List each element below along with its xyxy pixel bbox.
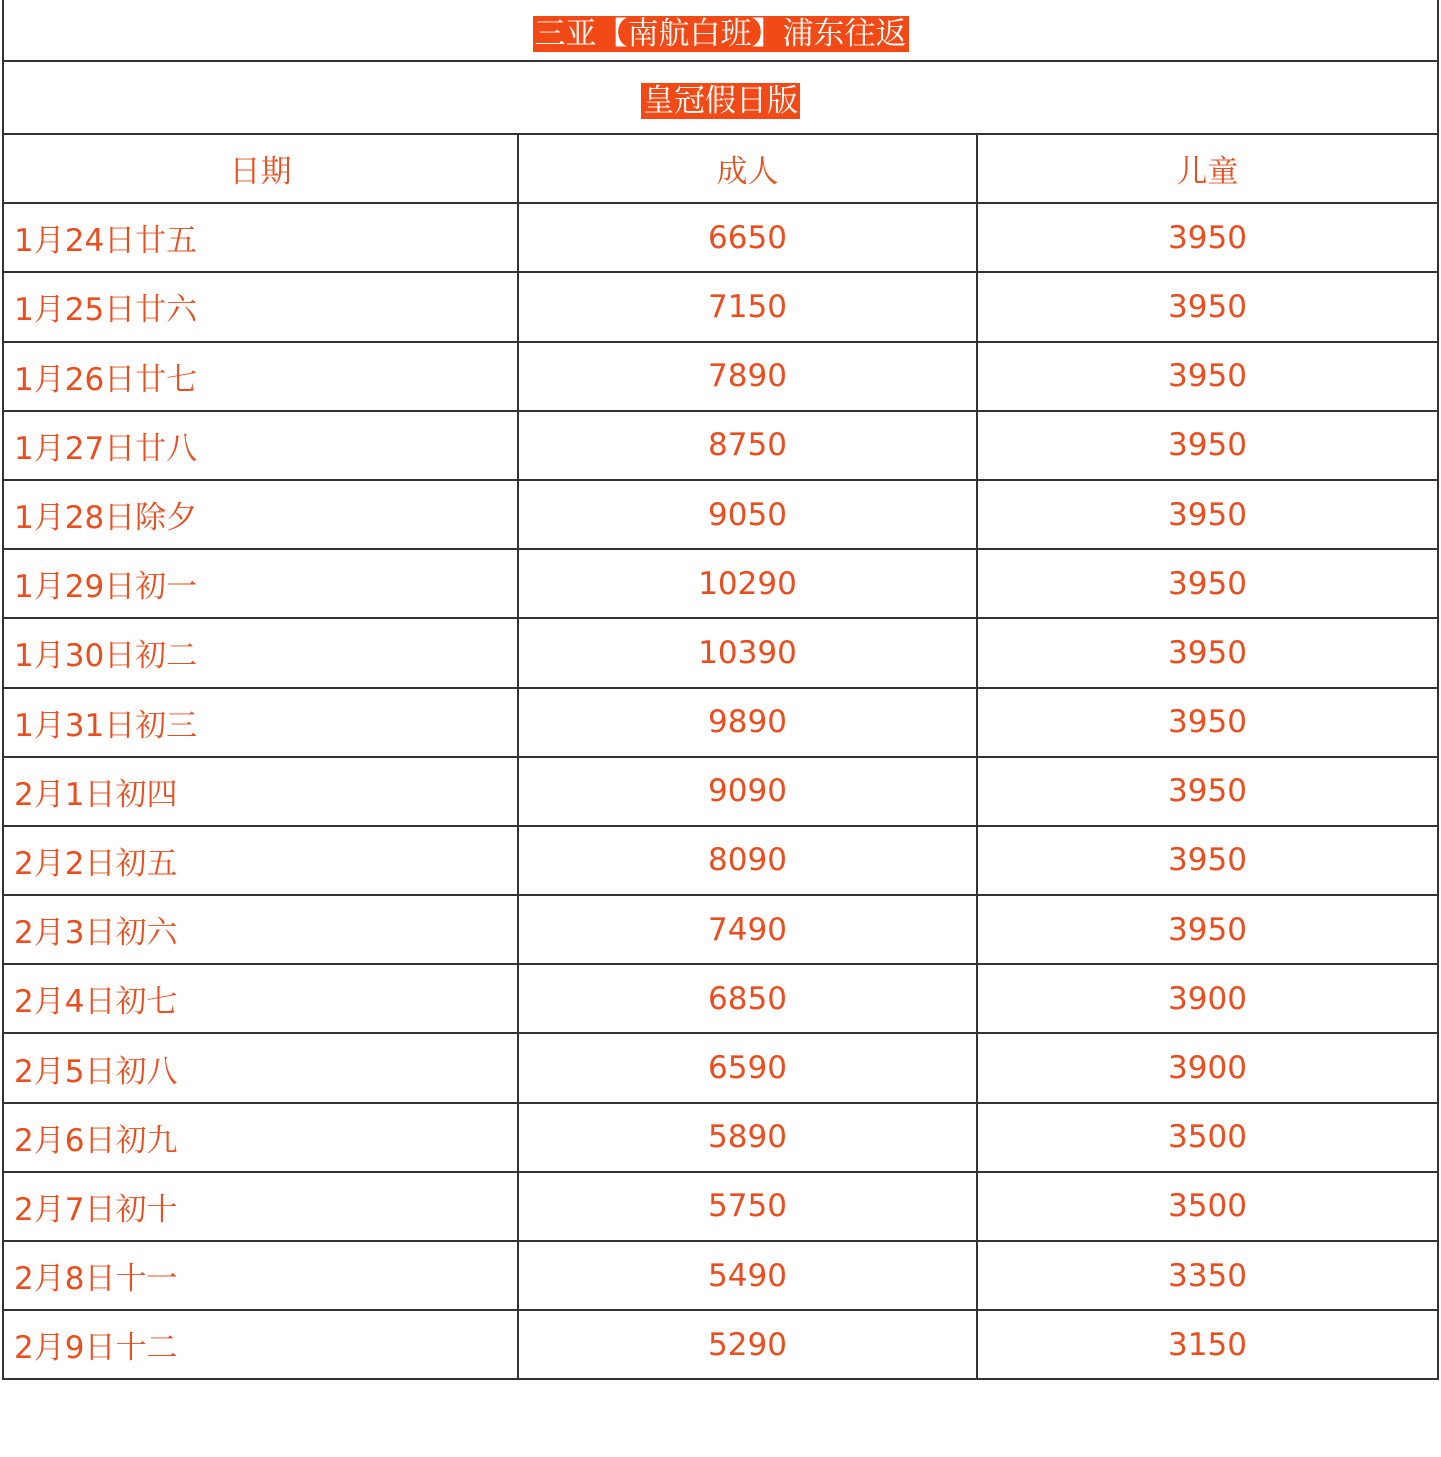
header-date: 日期 (3, 134, 518, 203)
table-row (3, 480, 1438, 549)
child-price-cell: 3150 (977, 1310, 1438, 1379)
child-price-cell: 3950 (977, 895, 1438, 964)
subtitle-cell (3, 61, 1438, 134)
child-price-cell: 3950 (977, 480, 1438, 549)
adult-price-cell: 6650 (518, 203, 977, 272)
adult-price-cell: 5890 (518, 1103, 977, 1172)
table-row (3, 203, 1438, 272)
child-price-cell: 3950 (977, 688, 1438, 757)
date-cell: 2月4日初七 (3, 964, 518, 1033)
child-price-cell: 3950 (977, 757, 1438, 826)
adult-price-cell: 9090 (518, 757, 977, 826)
child-price-cell: 3950 (977, 203, 1438, 272)
table-row (3, 1033, 1438, 1102)
child-price-cell: 3900 (977, 1033, 1438, 1102)
table-row (3, 272, 1438, 341)
table-title: 三亚【南航白班】浦东往返 (534, 15, 907, 52)
child-price-cell: 3950 (977, 272, 1438, 341)
child-price-cell: 3900 (977, 964, 1438, 1033)
adult-price-cell: 7890 (518, 342, 977, 411)
date-cell: 2月2日初五 (3, 826, 518, 895)
date-cell: 2月6日初九 (3, 1103, 518, 1172)
header-row (3, 134, 1438, 203)
adult-price-cell: 9890 (518, 688, 977, 757)
table-subtitle: 皇冠假日版 (643, 83, 798, 119)
adult-price-cell: 5490 (518, 1241, 977, 1310)
header-adult: 成人 (518, 134, 977, 203)
date-cell: 1月31日初三 (3, 688, 518, 757)
adult-price-cell: 8750 (518, 411, 977, 480)
table-row (3, 964, 1438, 1033)
price-table (2, 0, 1439, 1380)
date-cell: 2月7日初十 (3, 1172, 518, 1241)
header-child: 儿童 (977, 134, 1438, 203)
table-row (3, 618, 1438, 687)
date-cell: 1月26日廿七 (3, 342, 518, 411)
table-row (3, 1103, 1438, 1172)
adult-price-cell: 5290 (518, 1310, 977, 1379)
table-row (3, 895, 1438, 964)
adult-price-cell: 7150 (518, 272, 977, 341)
table-row (3, 342, 1438, 411)
table-row (3, 411, 1438, 480)
adult-price-cell: 9050 (518, 480, 977, 549)
table-row (3, 688, 1438, 757)
child-price-cell: 3950 (977, 826, 1438, 895)
table-row (3, 757, 1438, 826)
date-cell: 1月29日初一 (3, 549, 518, 618)
child-price-cell: 3950 (977, 549, 1438, 618)
date-cell: 1月25日廿六 (3, 272, 518, 341)
title-cell (3, 0, 1438, 61)
date-cell: 1月27日廿八 (3, 411, 518, 480)
child-price-cell: 3950 (977, 411, 1438, 480)
date-cell: 2月9日十二 (3, 1310, 518, 1379)
table-row (3, 1172, 1438, 1241)
table-row (3, 1241, 1438, 1310)
title-row (3, 0, 1438, 61)
date-cell: 2月5日初八 (3, 1033, 518, 1102)
adult-price-cell: 6590 (518, 1033, 977, 1102)
date-cell: 1月30日初二 (3, 618, 518, 687)
adult-price-cell: 7490 (518, 895, 977, 964)
child-price-cell: 3350 (977, 1241, 1438, 1310)
child-price-cell: 3500 (977, 1103, 1438, 1172)
adult-price-cell: 10390 (518, 618, 977, 687)
adult-price-cell: 5750 (518, 1172, 977, 1241)
date-cell: 2月8日十一 (3, 1241, 518, 1310)
table-row (3, 826, 1438, 895)
adult-price-cell: 6850 (518, 964, 977, 1033)
subtitle-row (3, 61, 1438, 134)
adult-price-cell: 10290 (518, 549, 977, 618)
child-price-cell: 3950 (977, 342, 1438, 411)
date-cell: 2月3日初六 (3, 895, 518, 964)
date-cell: 1月24日廿五 (3, 203, 518, 272)
date-cell: 1月28日除夕 (3, 480, 518, 549)
table-row (3, 1310, 1438, 1379)
child-price-cell: 3500 (977, 1172, 1438, 1241)
child-price-cell: 3950 (977, 618, 1438, 687)
table-row (3, 549, 1438, 618)
adult-price-cell: 8090 (518, 826, 977, 895)
date-cell: 2月1日初四 (3, 757, 518, 826)
